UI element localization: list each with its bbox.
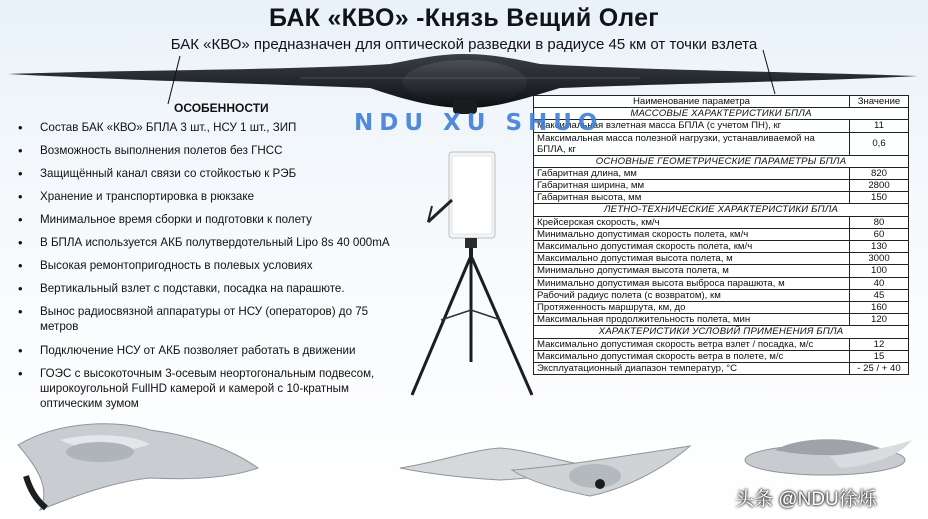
feature-item: • Вертикальный взлет с подставки, посадка на парашюте. — [18, 281, 345, 296]
table-row: Максимально допустимая высота полета, м 3000 — [534, 253, 909, 265]
features-heading: ОСОБЕННОСТИ — [174, 101, 269, 115]
table-row: Габаритная длина, мм 820 — [534, 167, 909, 179]
table-row: Максимальная масса полезной нагрузки, устанавливаемой на БПЛА, кг 0,6 — [534, 132, 909, 155]
feature-item: • Высокая ремонтопригодность в полевых условиях — [18, 258, 313, 273]
header-param: Наименование параметра — [534, 96, 850, 108]
feature-item: • Защищённый канал связи со стойкостью к РЭБ — [18, 166, 297, 181]
feature-item: • Вынос радиосвязной аппаратуры от НСУ (операторов) до 75 метров — [18, 304, 369, 333]
bullet-icon: • — [18, 343, 23, 358]
section-row: ХАРАКТЕРИСТИКИ УСЛОВИЙ ПРИМЕНЕНИЯ БПЛА — [534, 326, 909, 338]
bullet-icon: • — [18, 212, 23, 227]
table-row: Минимально допустимая скорость полета, км/ч 60 — [534, 228, 909, 240]
table-row: Максимально допустимая скорость ветра взлет / посадка, м/с 12 — [534, 338, 909, 350]
page-title: БАК «КВО» -Князь Вещий Олег — [269, 4, 659, 32]
bullet-icon: • — [18, 166, 23, 181]
table-row: Крейсерская скорость, км/ч 80 — [534, 216, 909, 228]
section-row: ЛЕТНО-ТЕХНИЧЕСКИЕ ХАРАКТЕРИСТИКИ БПЛА — [534, 204, 909, 216]
bullet-icon: • — [18, 189, 23, 204]
header-value: Значение — [850, 96, 909, 108]
footer-watermark: 头条 @NDU徐烁 — [735, 489, 877, 510]
specs-table — [533, 95, 909, 375]
table-row: Габаритная ширина, мм 2800 — [534, 180, 909, 192]
section-row: ОСНОВНЫЕ ГЕОМЕТРИЧЕСКИЕ ПАРАМЕТРЫ БПЛА — [534, 155, 909, 167]
feature-item: • Состав БАК «КВО» БПЛА 3 шт., НСУ 1 шт., ЗИП — [18, 120, 297, 135]
table-row: Протяженность маршрута, км, до 160 — [534, 302, 909, 314]
table-row: Максимально допустимая скорость полета, км/ч 130 — [534, 241, 909, 253]
feature-item: • Минимальное время сборки и подготовки к полету — [18, 212, 312, 227]
feature-item: • В БПЛА используется АКБ полутвердотельный Lipo 8s 40 000mA — [18, 235, 390, 250]
feature-item: • Хранение и транспортировка в рюкзаке — [18, 189, 255, 204]
table-row: Минимально допустимая высота полета, м 100 — [534, 265, 909, 277]
bullet-icon: • — [18, 366, 23, 381]
bullet-icon: • — [18, 304, 23, 319]
bullet-icon: • — [18, 281, 23, 296]
watermark: NDU XU SHUO — [354, 110, 604, 136]
bullet-icon: • — [18, 235, 23, 250]
features-list — [16, 120, 406, 419]
feature-item: • Возможность выполнения полетов без ГНСС — [18, 143, 283, 158]
table-row: Максимально допустимая скорость ветра в полете, м/с 15 — [534, 350, 909, 362]
table-row: Максимальная продолжительность полета, мин 120 — [534, 314, 909, 326]
bullet-icon: • — [18, 120, 23, 135]
section-row: МАССОВЫЕ ХАРАКТЕРИСТИКИ БПЛА — [534, 108, 909, 120]
bullet-icon: • — [18, 258, 23, 273]
table-header-row — [534, 96, 909, 108]
table-row: Эксплуатационный диапазон температур, °С - 25 / + 40 — [534, 363, 909, 375]
bullet-icon: • — [18, 143, 23, 158]
table-row: Минимально допустимая высота выброса парашюта, м 40 — [534, 277, 909, 289]
table-row: Максимальная взлетная масса БПЛА (с учетом ПН), кг 11 — [534, 120, 909, 132]
table-row: Рабочий радиус полета (с возвратом), км 45 — [534, 289, 909, 301]
feature-item: • ГОЭС с высокоточным 3-осевым неортогональным подвесом, широкоугольной FullHD камерой и камерой с 10-кратным оптическим зумом — [18, 366, 375, 410]
page-subtitle: БАК «КВО» предназначен для оптической разведки в радиусе 45 км от точки взлета — [170, 36, 758, 53]
table-row: Габаритная высота, мм 150 — [534, 192, 909, 204]
feature-item: • Подключение НСУ от АКБ позволяет работать в движении — [18, 343, 356, 358]
